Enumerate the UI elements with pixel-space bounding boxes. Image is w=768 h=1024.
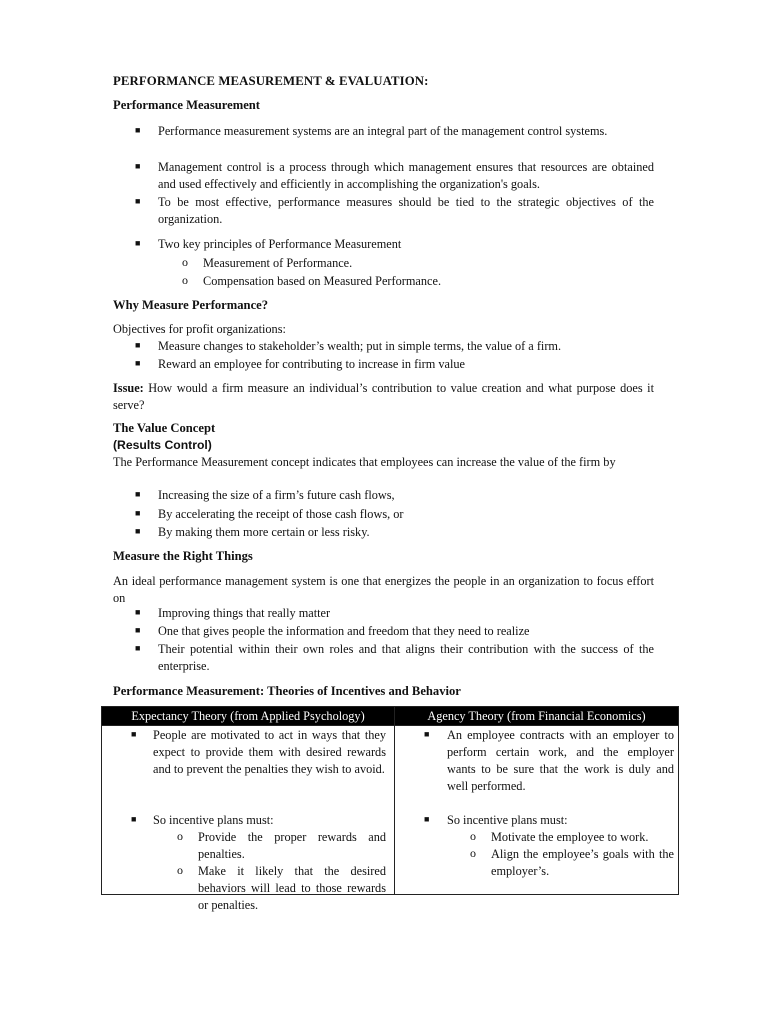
sub-list-item: o Align the employee’s goals with the employer’s. — [470, 846, 674, 878]
bullet-square-icon: ■ — [135, 125, 141, 135]
section-heading-value-concept: The Value Concept — [113, 421, 216, 435]
bullet-square-icon: ■ — [131, 814, 137, 824]
sub-list-item: o Compensation based on Measured Performance. — [182, 273, 442, 288]
sub-list-item: o Motivate the employee to work. — [470, 829, 649, 844]
issue-text: How would a firm measure an individual’s contribution to value creation and what purpose does it serve? — [113, 381, 654, 412]
bullet-square-icon: ■ — [135, 489, 141, 499]
sub-list-item: o Measurement of Performance. — [182, 255, 353, 270]
section-heading-why-measure: Why Measure Performance? — [113, 298, 269, 312]
list-item: ■ An employee contracts with an employer to perform certain work, and the employer wants to be sure that the work is duly and well performed. — [424, 728, 674, 793]
list-item: ■ Their potential within their own roles and that aligns their contribution with the success of the enterprise. — [135, 642, 654, 673]
list-item: ■ So incentive plans must: — [424, 813, 568, 827]
paragraph: The Performance Measurement concept indicates that employees can increase the value of the firm by — [113, 455, 616, 469]
table-header-expectancy: Expectancy Theory (from Applied Psychology) — [102, 707, 395, 726]
list-item: ■ By making them more certain or less risky. — [135, 525, 370, 539]
list-item: ■ Reward an employee for contributing to increase in firm value — [135, 357, 465, 371]
list-item: ■ So incentive plans must: — [131, 813, 274, 827]
list-item: ■ Measure changes to stakeholder’s wealth; put in simple terms, the value of a firm. — [135, 339, 562, 353]
page-title: PERFORMANCE MEASUREMENT & EVALUATION: — [113, 74, 429, 88]
sub-list-item: o Make it likely that the desired behaviors will lead to those rewards or penalties. — [177, 863, 386, 912]
issue-paragraph — [113, 380, 654, 414]
bullet-square-icon: ■ — [135, 643, 141, 653]
bullet-circle-icon: o — [182, 273, 188, 287]
table-cell-agency — [395, 726, 679, 895]
list-item: ■ By accelerating the receipt of those cash flows, or — [135, 507, 404, 521]
table-cell-expectancy — [102, 726, 395, 912]
bullet-square-icon: ■ — [135, 161, 141, 171]
bullet-square-icon: ■ — [135, 508, 141, 518]
section-heading-performance-measurement: Performance Measurement — [113, 98, 260, 112]
table-header-agency: Agency Theory (from Financial Economics) — [395, 707, 679, 726]
paragraph: An ideal performance management system is one that energizes the people in an organization to focus effort on — [113, 574, 654, 605]
bullet-square-icon: ■ — [135, 358, 141, 368]
section-heading-theories: Performance Measurement: Theories of Incentives and Behavior — [113, 684, 461, 698]
list-item: ■ Management control is a process through which management ensures that resources are obtained and used effectively and efficiently in accomplishing the organization's goals. — [135, 160, 654, 191]
issue-label: Issue: — [113, 381, 144, 395]
paragraph: Objectives for profit organizations: — [113, 322, 286, 336]
list-item: ■ Performance measurement systems are an integral part of the management control systems. — [135, 124, 608, 138]
list-item: ■ Improving things that really matter — [135, 606, 331, 620]
bullet-square-icon: ■ — [131, 729, 137, 739]
list-item: ■ Two key principles of Performance Measurement — [135, 237, 402, 251]
list-item: ■ One that gives people the information and freedom that they need to realize — [135, 624, 530, 638]
list-item: ■ Increasing the size of a firm’s future cash flows, — [135, 488, 395, 502]
sub-list-item: o Provide the proper rewards and penalties. — [177, 829, 386, 861]
bullet-circle-icon: o — [470, 846, 476, 860]
bullet-square-icon: ■ — [424, 729, 430, 739]
bullet-circle-icon: o — [182, 255, 188, 269]
bullet-square-icon: ■ — [135, 526, 141, 536]
bullet-square-icon: ■ — [135, 340, 141, 350]
bullet-square-icon: ■ — [135, 238, 141, 248]
bullet-circle-icon: o — [470, 829, 476, 843]
bullet-circle-icon: o — [177, 829, 183, 843]
bullet-square-icon: ■ — [135, 625, 141, 635]
bullet-circle-icon: o — [177, 863, 183, 877]
theories-table — [101, 706, 679, 912]
list-item: ■ To be most effective, performance measures should be tied to the strategic objectives of the organization. — [135, 195, 654, 226]
section-subheading-results-control: (Results Control) — [113, 438, 212, 452]
list-item: ■ People are motivated to act in ways that they expect to provide them with desired rewards and to prevent the penalties they wish to avoid. — [131, 728, 386, 776]
bullet-square-icon: ■ — [135, 196, 141, 206]
bullet-square-icon: ■ — [424, 814, 430, 824]
bullet-square-icon: ■ — [135, 607, 141, 617]
section-heading-measure-right-things: Measure the Right Things — [113, 549, 253, 563]
